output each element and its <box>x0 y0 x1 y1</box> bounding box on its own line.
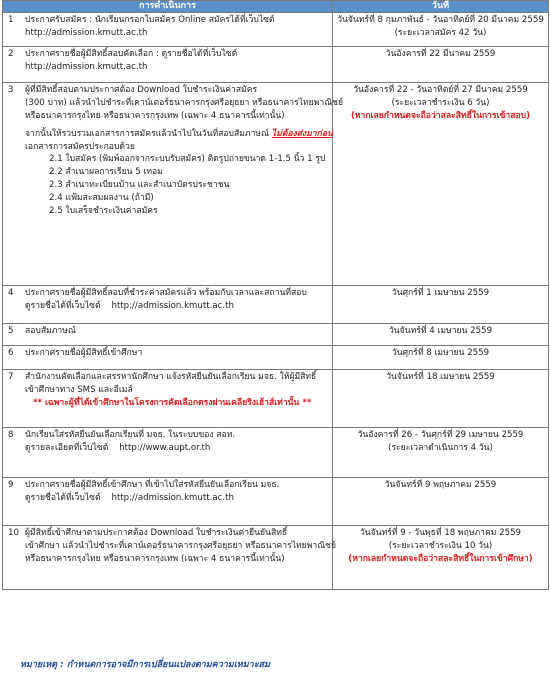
table-row <box>3 478 549 526</box>
process-line: (300 บาท) แล้วนำไปชำระที่เคาน์เตอร์ธนาคารกรุงศรีอยุธยา หรือธนาคารไทยพาณิชย์ <box>25 97 344 108</box>
row-number: 2 <box>8 49 14 59</box>
document-item: 2.3 สำเนาทะเบียนบ้าน และสำเนาบัตรประชาชน <box>49 180 230 191</box>
document-item: 2.1 ใบสมัคร (พิมพ์ออกจากระบบรับสมัคร) ติดรูปถ่ายขนาด 1-1.5 นิ้ว 1 รูป <box>49 154 326 165</box>
duration-text: (ระยะเวลาชำระเงิน 6 วัน) <box>391 97 490 108</box>
process-line: สำนักงานคัดเลือกและสรรหานักศึกษา แจ้งรหัสยืนยันเลือกเรียน มจธ. ให้ผู้มีสิทธิ์ <box>25 372 317 382</box>
table-row <box>3 13 549 47</box>
clearing-house-warning: ** เฉพาะผู้ที่ได้เข้าศึกษาในโครงการคัดเลือกตรงผ่านเคลียริงเฮ้าส์เท่านั้น ** <box>33 397 312 408</box>
row-number: 10 <box>8 528 19 538</box>
row-number: 6 <box>8 348 14 358</box>
table-row <box>3 346 549 370</box>
row-number: 4 <box>8 288 14 298</box>
table-header-row <box>3 1 549 13</box>
date-cell <box>333 346 549 370</box>
process-line: เข้าศึกษาทาง SMS และอีเมล์ <box>25 384 133 395</box>
document-item: 2.4 แฟ้มสะสมผลงาน (ถ้ามี) <box>49 193 154 203</box>
duration-text: (ระยะเวลาชำระเงิน 10 วัน) <box>388 540 493 551</box>
date-text: วันอังคารที่ 22 มีนาคม 2559 <box>385 49 496 59</box>
row-number: 5 <box>8 326 14 336</box>
process-cell <box>3 526 337 590</box>
table-row <box>3 286 549 324</box>
process-line: นักเรียนใส่รหัสยืนยันเลือกเรียนที่ มจธ. ในระบบของ สอท. <box>25 430 236 440</box>
document-item: 2.2 สำเนาผลการเรียน 5 เทอม <box>49 167 163 178</box>
process-line: ผู้มีสิทธิ์เข้าศึกษาตามประกาศต้อง Download ใบชำระเงินค่ายืนยันสิทธิ์ <box>25 528 288 538</box>
process-cell <box>3 346 333 370</box>
website-link[interactable]: http://admission.kmutt.ac.th <box>25 27 148 38</box>
deadline-warning: (หากเลยกำหนดจะถือว่าสละสิทธิ์ในการเข้าสอบ) <box>350 110 531 121</box>
row-number: 3 <box>8 85 14 95</box>
process-cell <box>3 428 333 478</box>
process-line: ประกาศรายชื่อผู้มีสิทธิ์สอบที่ชำระค่าสมัครแล้ว พร้อมกับเวลาและสถานที่สอบ <box>25 288 307 298</box>
date-text: วันจันทร์ที่ 8 กุมภาพันธ์ - วันอาทิตย์ที่ 20 มีนาคม 2559 <box>337 15 544 25</box>
date-text: วันจันทร์ที่ 9 พฤษภาคม 2559 <box>384 480 497 490</box>
table-row <box>3 526 549 590</box>
date-cell <box>333 478 549 526</box>
row-number: 1 <box>8 15 14 25</box>
process-line: ประกาศรายชื่อผู้มีสิทธิ์เข้าศึกษา <box>25 348 143 358</box>
admission-schedule-table <box>2 0 549 590</box>
date-cell <box>333 47 549 83</box>
documents-label: เอกสารการสมัครประกอบด้วย <box>25 141 135 152</box>
date-text: วันศุกร์ที่ 1 เมษายน 2559 <box>391 288 490 298</box>
table-row <box>3 83 549 286</box>
website-link[interactable]: ดูรายละเอียดที่เว็บไซต์ http://www.aupt.or.th <box>25 442 211 453</box>
table-row <box>3 324 549 346</box>
date-cell <box>333 324 549 346</box>
duration-text: (ระยะเวลาสมัคร 42 วัน) <box>394 27 487 38</box>
process-line: ผู้ที่มีสิทธิ์สอบตามประกาศต้อง Download ใบชำระเงินค่าสมัคร <box>25 85 258 95</box>
process-line: เข้าศึกษา แล้วนำไปชำระที่เคาน์เตอร์ธนาคารกรุงศรีอยุธยา หรือธนาคารไทยพาณิชย์ <box>25 540 337 551</box>
table-row <box>3 47 549 83</box>
website-link[interactable]: http://admission.kmutt.ac.th <box>25 61 148 72</box>
process-line: ประกาศรับสมัคร : นักเรียนกรอกใบสมัคร Online สมัครได้ที่เว็บไซต์ <box>25 15 275 25</box>
process-line: ประกาศรายชื่อผู้มีสิทธิ์เข้าศึกษา ที่เข้าไปใส่รหัสยืนยันเลือกเรียน มจธ. <box>25 480 280 490</box>
no-send-notice: ไม่ต้องส่งมาก่อน <box>271 128 333 139</box>
process-cell <box>3 324 333 346</box>
date-text: วันศุกร์ที่ 8 เมษายน 2559 <box>391 348 490 358</box>
process-cell <box>3 286 333 324</box>
website-link[interactable]: ดูรายชื่อได้ที่เว็บไซต์ http://admission.kmutt.ac.th <box>25 492 234 503</box>
intro-text: จากนั้นให้รวบรวมเอกสารการสมัครแล้วนำไปในวันที่สอบสัมภาษณ์ <box>25 128 270 139</box>
date-cell <box>333 83 549 286</box>
documents-intro <box>25 128 333 140</box>
date-cell <box>333 526 549 590</box>
table-row <box>3 428 549 478</box>
header-process: การดำเนินการ <box>3 1 333 13</box>
footnote: หมายเหตุ : กำหนดการอาจมีการเปลี่ยนแปลงตามความเหมาะสม <box>20 660 270 670</box>
date-text: วันจันทร์ที่ 4 เมษายน 2559 <box>388 326 493 336</box>
date-text: วันอังคารที่ 22 - วันอาทิตย์ที่ 27 มีนาคม 2559 <box>353 85 528 95</box>
date-text: วันจันทร์ที่ 18 เมษายน 2559 <box>386 372 495 382</box>
table-row <box>3 370 549 428</box>
row-number: 7 <box>8 372 14 382</box>
process-line: หรือธนาคารกรุงไทย หรือธนาคารกรุงเทพ (เฉพาะ 4 ธนาคารนี้เท่านั้น) <box>25 110 285 121</box>
date-text: วันจันทร์ที่ 9 - วันพุธที่ 18 พฤษภาคม 2559 <box>359 528 522 538</box>
process-line: ประกาศรายชื่อผู้มีสิทธิ์สอบคัดเลือก : ดูรายชื่อได้ที่เว็บไซต์ <box>25 49 238 59</box>
date-text: วันอังคารที่ 26 - วันศุกร์ที่ 29 เมษายน 2559 <box>357 430 524 440</box>
process-cell <box>3 83 344 286</box>
header-date: วันที่ <box>333 1 549 13</box>
date-cell <box>333 13 549 47</box>
website-link[interactable]: ดูรายชื่อได้ที่เว็บไซต์ http://admission.kmutt.ac.th <box>25 300 234 311</box>
date-cell <box>333 428 549 478</box>
date-cell <box>333 286 549 324</box>
date-cell <box>333 370 549 428</box>
row-number: 8 <box>8 430 14 440</box>
row-number: 9 <box>8 480 14 490</box>
process-cell <box>3 47 333 83</box>
process-line: หรือธนาคารกรุงไทย หรือธนาคารกรุงเทพ (เฉพาะ 4 ธนาคารนี้เท่านั้น) <box>25 553 285 564</box>
document-item: 2.5 ใบเสร็จชำระเงินค่าสมัคร <box>49 205 158 216</box>
process-line: สอบสัมภาษณ์ <box>25 326 76 336</box>
duration-text: (ระยะเวลาดำเนินการ 4 วัน) <box>388 442 493 453</box>
process-cell <box>3 13 333 47</box>
deadline-warning: (หากเลยกำหนดจะถือว่าสละสิทธิ์ในการเข้าศึกษา) <box>348 553 533 564</box>
process-cell <box>3 370 333 428</box>
process-cell <box>3 478 333 526</box>
